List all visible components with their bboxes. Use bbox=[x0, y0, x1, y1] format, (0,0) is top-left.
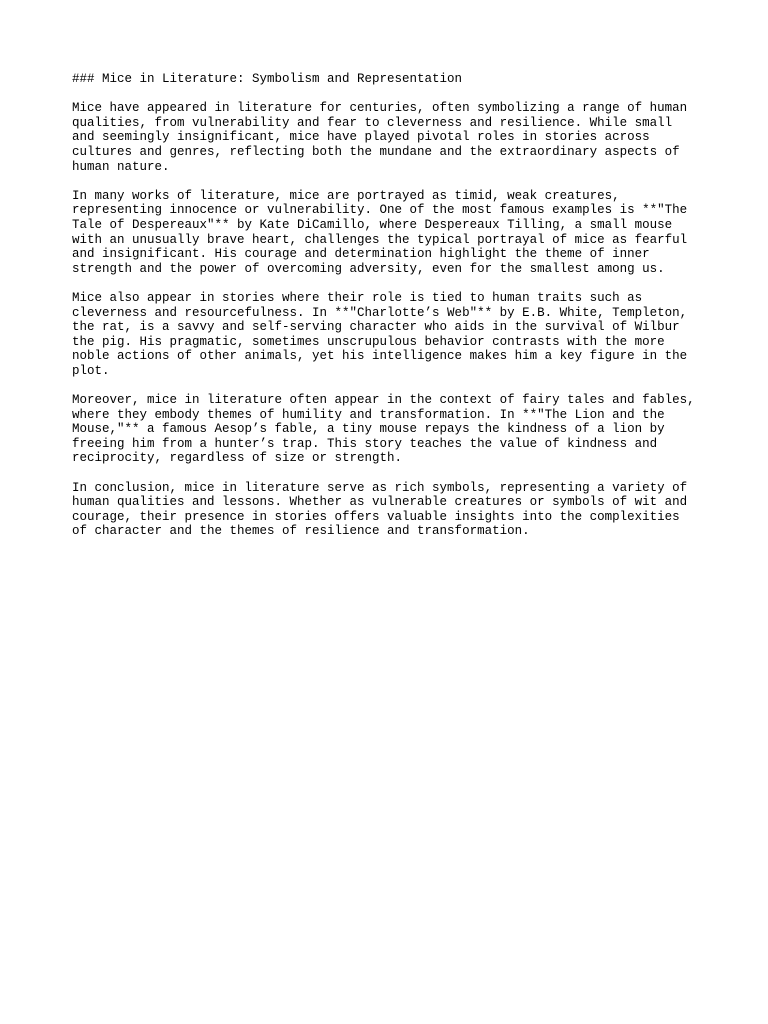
paragraph-conclusion: In conclusion, mice in literature serve as rich symbols, representing a variety of human qualities and lessons. Whether as vulnerable creatures or symbols of wit and courage, their presence in stories offers valuable insights into the complexities of character and the themes of resilience and transformation. bbox=[72, 480, 688, 539]
paragraph-despereaux: In many works of literature, mice are portrayed as timid, weak creatures, representing innocence or vulnerability. One of the most famous examples is **"The Tale of Despereaux"** by Kate DiCamillo, where Despereaux Tilling, a small mouse with an unusually brave heart, challenges the typical portrayal of mice as fearful and insignificant. His courage and determination highlight the theme of inner strength and the power of overcoming adversity, even for the smallest among us. bbox=[72, 188, 688, 276]
document-heading: ### Mice in Literature: Symbolism and Representation bbox=[72, 72, 463, 86]
document-page bbox=[72, 72, 712, 554]
paragraph-lion-and-mouse: Moreover, mice in literature often appear in the context of fairy tales and fables, where they embody themes of humility and transformation. In **"The Lion and the Mouse,"** a famous Aesop’s fable, a tiny mouse repays the kindness of a lion by freeing him from a hunter’s trap. This story teaches the value of kindness and reciprocity, regardless of size or strength. bbox=[72, 393, 695, 466]
paragraph-charlottes-web: Mice also appear in stories where their role is tied to human traits such as cleverness and resourcefulness. In **"Charlotte’s Web"** by E.B. White, Templeton, the rat, is a savvy and self-serving character who aids in the survival of Wilbur the pig. His pragmatic, sometimes unscrupulous behavior contrasts with the more noble actions of other animals, yet his intelligence makes him a key figure in the plot. bbox=[72, 290, 688, 378]
paragraph-intro: Mice have appeared in literature for centuries, often symbolizing a range of human qualities, from vulnerability and fear to cleverness and resilience. While small and seemingly insignificant, mice have played pivotal roles in stories across cultures and genres, reflecting both the mundane and the extraordinary aspects of human nature. bbox=[72, 101, 688, 174]
